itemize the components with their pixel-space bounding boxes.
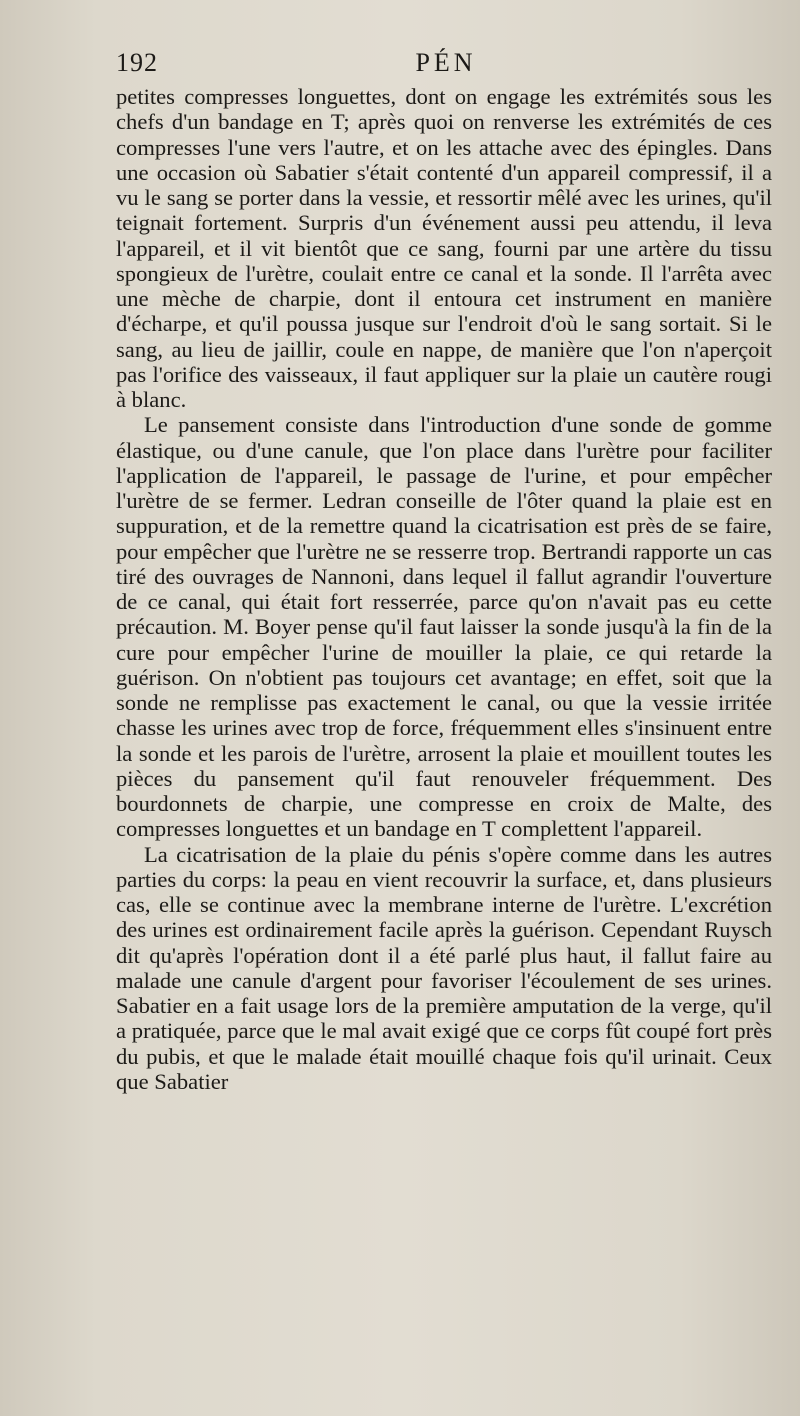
text-body: [116, 84, 772, 1094]
paragraph-3: La cicatrisation de la plaie du pénis s'opère comme dans les autres parties du corps: la peau en vient recouvrir la surface, et, dans plusieurs cas, elle se continue avec la membrane interne de l'urètre. L'excrétion des urines est ordinairement facile après la guérison. Cependant Ruysch dit qu'après l'opération dont il a été parlé plus haut, il fallut faire au malade une canule d'argent pour favoriser l'écoulement de ses urines. Sabatier en a fait usage lors de la première amputation de la verge, qu'il a pratiquée, parce que le mal avait exigé que ce corps fût coupé fort près du pubis, et que le malade était mouillé chaque fois qu'il urinait. Ceux que Sabatier: [116, 841, 772, 1094]
paragraph-2: Le pansement consiste dans l'introduction d'une sonde de gomme élastique, ou d'une canule, que l'on place dans l'urètre pour faciliter l'application de l'appareil, le passage de l'urine, et pour empêcher l'urètre de se fermer. Ledran conseille de l'ôter quand la plaie est en suppuration, et de la remettre quand la cicatrisation est près de se faire, pour empêcher que l'urètre ne se resserre trop. Bertrandi rapporte un cas tiré des ouvrages de Nannoni, dans lequel il fallut agrandir l'ouverture de ce canal, qui était fort resserrée, parce qu'on n'avait pas eu cette précaution. M. Boyer pense qu'il faut laisser la sonde jusqu'à la fin de la cure pour empêcher l'urine de mouiller la plaie, ce qui retarde la guérison. On n'obtient pas toujours cet avantage; en effet, soit que la sonde ne remplisse pas exactement le canal, ou que la vessie irritée chasse les urines avec trop de force, fréquemment elles s'insinuent entre la sonde et les parois de l'urètre, arrosent la plaie et mouillent toutes les pièces du pansement qu'il faut renouveler fréquemment. Des bourdonnets de charpie, une compresse en croix de Malte, des compresses longuettes et un bandage en T complettent l'appareil.: [116, 412, 772, 842]
paragraph-1: petites compresses longuettes, dont on engage les extrémités sous les chefs d'un bandage en T; après quoi on renverse les extrémités de ces compresses l'une vers l'autre, et on les attache avec des épingles. Dans une occasion où Sabatier s'était contenté d'un appareil compressif, il a vu le sang se porter dans la vessie, et ressortir mêlé avec les urines, qu'il teignait fortement. Surpris d'un événement aussi peu attendu, il leva l'appareil, et il vit bientôt que ce sang, fourni par une artère du tissu spongieux de l'urètre, coulait entre ce canal et la sonde. Il l'arrêta avec une mèche de charpie, dont il entoura cet instrument en manière d'écharpe, et qu'il poussa jusque sur l'endroit d'où le sang sortait. Si le sang, au lieu de jaillir, coule en nappe, de manière que l'on n'aperçoit pas l'orifice des vaisseaux, il faut appliquer sur la plaie un cautère rougi à blanc.: [116, 84, 772, 412]
running-head: PÉN: [415, 48, 477, 77]
page-number: 192: [116, 48, 158, 77]
page-header: [116, 48, 776, 82]
